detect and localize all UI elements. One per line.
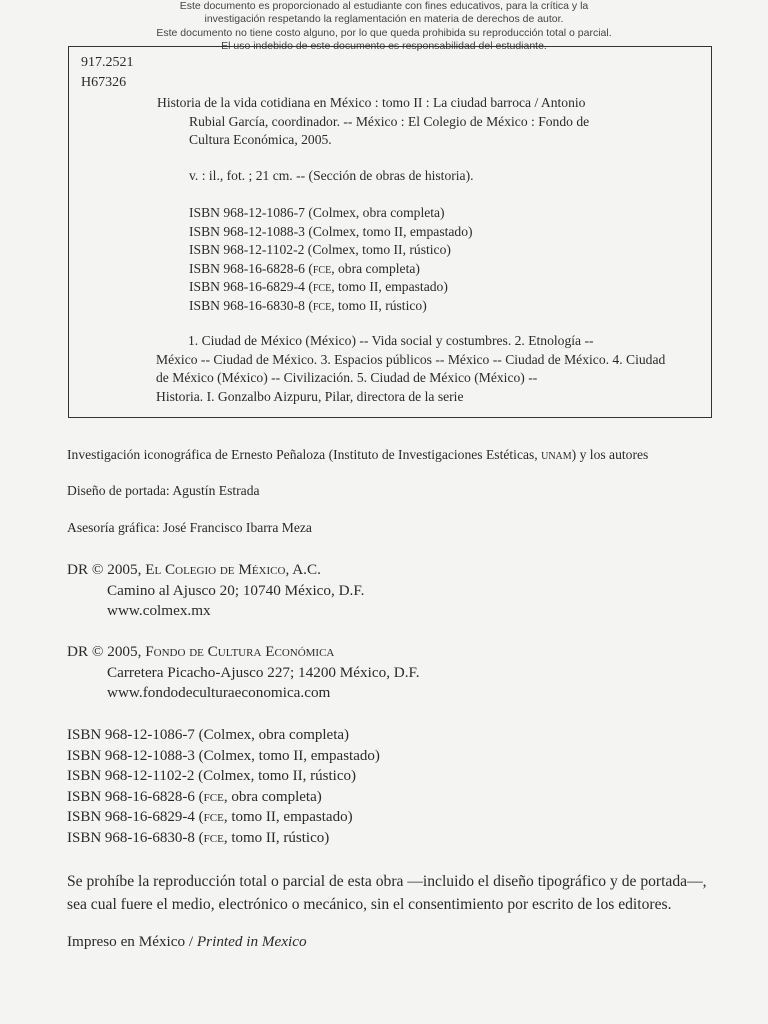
publisher-website: www.colmex.mx [107, 602, 211, 620]
card-isbn-line: ISBN 968-16-6829-4 (fce, tomo II, empastado) [189, 279, 448, 295]
notice-line: Este documento es proporcionado al estudiante con fines educativos, para la crítica y la [179, 0, 589, 12]
main-entry [157, 94, 589, 150]
publisher-address: Camino al Ajusco 20; 10740 México, D.F. [107, 581, 365, 599]
isbn-line: ISBN 968-12-1102-2 (Colmex, tomo II, rústico) [67, 768, 356, 785]
copyright-colmex [67, 560, 364, 622]
notice-line: investigación respetando la reglamentación en materia de derechos de autor. [204, 13, 564, 26]
subject-line: Historia. I. Gonzalbo Aizpuru, Pilar, directora de la serie [156, 388, 464, 404]
isbn-line: ISBN 968-12-1086-7 (Colmex, obra completa) [67, 727, 350, 743]
isbn-line: ISBN 968-16-6829-4 (fce, tomo II, empastado) [67, 809, 353, 826]
graphic-advice-credit: Asesoría gráfica: José Francisco Ibarra Meza [67, 520, 312, 535]
subject-line: de México (México) -- Civilización. 5. Ciudad de México (México) -- [156, 370, 538, 386]
iconography-credit: Investigación iconográfica de Ernesto Peñaloza (Instituto de Investigaciones Estéticas, unam) y los autores [67, 447, 649, 462]
card-isbn-line: ISBN 968-16-6828-6 (fce, obra completa) [189, 260, 420, 276]
subject-headings [156, 332, 665, 406]
card-isbn-line: ISBN 968-12-1088-3 (Colmex, tomo II, empastado) [189, 223, 473, 239]
main-entry-line: Historia de la vida cotidiana en México : tomo II : La ciudad barroca / Antonio [157, 95, 586, 110]
copyright-line: DR © 2005, Fondo de Cultura Económica [67, 643, 335, 660]
physical-description: v. : il., fot. ; 21 cm. -- (Sección de obras de historia). [189, 168, 474, 183]
main-entry-line: Cultura Económica, 2005. [189, 132, 332, 148]
cover-design-credit: Diseño de portada: Agustín Estrada [67, 483, 260, 498]
call-number [81, 53, 134, 93]
subject-line: México -- Ciudad de México. 3. Espacios públicos -- México -- Ciudad de México. 4. Ciudad [156, 351, 666, 367]
publisher-website: www.fondodeculturaeconomica.com [107, 684, 331, 702]
card-isbn-line: ISBN 968-16-6830-8 (fce, tomo II, rústico) [189, 297, 427, 313]
legal-line: Se prohíbe la reproducción total o parcial de esta obra —incluido el diseño tipográfico y de portada—, [67, 873, 707, 890]
subject-line: 1. Ciudad de México (México) -- Vida social y costumbres. 2. Etnología -- [188, 333, 594, 348]
reproduction-notice [67, 870, 707, 916]
call-number-cutter: H67326 [81, 75, 127, 90]
legal-line: sea cual fuere el medio, electrónico o mecánico, sin el consentimiento por escrito de los editores. [67, 896, 672, 913]
card-isbn-line: ISBN 968-12-1102-2 (Colmex, tomo II, rústico) [189, 242, 451, 258]
main-entry-line: Rubial García, coordinador. -- México : El Colegio de México : Fondo de [189, 113, 590, 129]
card-isbn-list [189, 204, 473, 316]
notice-line: Este documento no tiene costo alguno, por lo que queda prohibida su reproducción total o parcial. [156, 26, 612, 39]
card-isbn-line: ISBN 968-12-1086-7 (Colmex, obra completa) [189, 205, 445, 220]
isbn-line: ISBN 968-16-6830-8 (fce, tomo II, rústico) [67, 829, 330, 846]
copyright-fce [67, 642, 420, 704]
isbn-line: ISBN 968-12-1088-3 (Colmex, tomo II, empastado) [67, 747, 380, 764]
notice-line: El uso indebido de este documento es responsabilidad del estudiante. [221, 40, 547, 53]
isbn-list [67, 725, 380, 849]
copyright-line: DR © 2005, El Colegio de México, A.C. [67, 561, 321, 578]
catalog-card [68, 46, 712, 418]
publisher-address: Carretera Picacho-Ajusco 227; 14200 México, D.F. [107, 663, 420, 681]
publisher-name: Fondo de Cultura Económica [145, 643, 335, 660]
publisher-name: El Colegio de México [145, 561, 286, 578]
printed-in: Impreso en México / Printed in Mexico [67, 933, 307, 950]
isbn-line: ISBN 968-16-6828-6 (fce, obra completa) [67, 788, 322, 805]
call-number-class: 917.2521 [81, 55, 134, 70]
